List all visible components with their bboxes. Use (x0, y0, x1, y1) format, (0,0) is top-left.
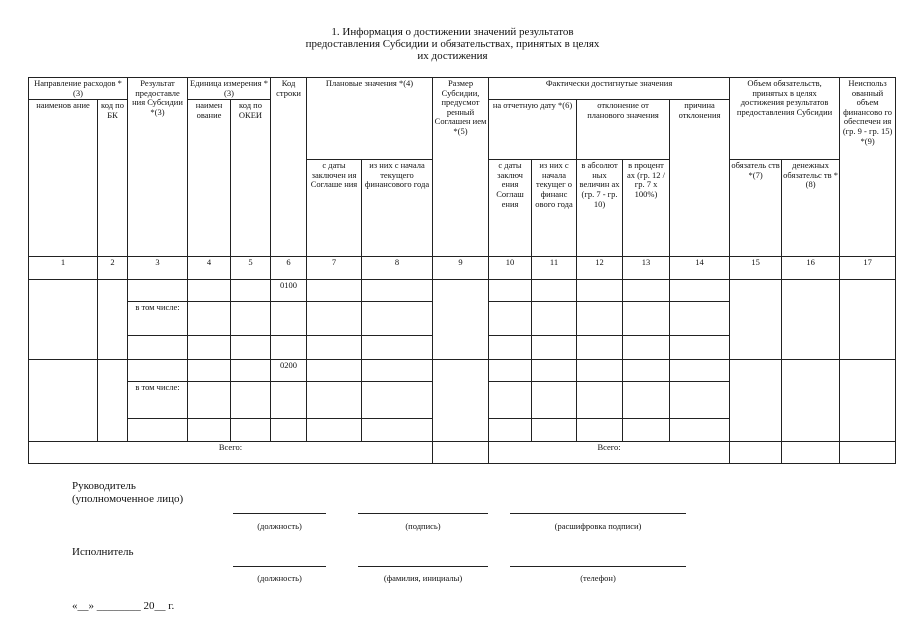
column-number: 11 (532, 257, 577, 280)
cell[interactable] (188, 280, 231, 302)
caption-position-2: (должность) (257, 573, 302, 583)
column-number: 5 (231, 257, 271, 280)
signature-line[interactable] (358, 513, 488, 514)
column-number: 2 (98, 257, 128, 280)
cell[interactable] (532, 419, 577, 442)
column-number-row (29, 257, 896, 280)
cell[interactable] (231, 360, 271, 382)
column-number: 13 (623, 257, 670, 280)
cell[interactable] (532, 336, 577, 360)
including-label: в том числе: (128, 382, 188, 419)
results-table (28, 77, 896, 464)
cell[interactable] (231, 336, 271, 360)
cell[interactable] (670, 302, 730, 336)
cell[interactable] (188, 336, 231, 360)
cell[interactable] (362, 360, 433, 382)
cell[interactable] (188, 419, 231, 442)
cell[interactable] (782, 360, 840, 442)
executor-phone-line[interactable] (510, 566, 686, 567)
title-line-3: их достижения (417, 50, 488, 62)
total-money-cell[interactable] (782, 442, 840, 464)
executor-position-line[interactable] (233, 566, 326, 567)
header-unit-name: наимен ование (188, 100, 231, 257)
header-unused: Неиспольз ованный объем финансово го обеспечен ия (гр. 9 - гр. 15) *(9) (840, 78, 896, 257)
cell[interactable] (433, 280, 489, 360)
cell[interactable] (489, 419, 532, 442)
form-title (0, 26, 905, 62)
cell[interactable] (307, 382, 362, 419)
total-unused-cell[interactable] (840, 442, 896, 464)
cell[interactable] (489, 280, 532, 302)
cell[interactable] (128, 360, 188, 382)
cell[interactable] (231, 280, 271, 302)
header-plan: Плановые значения *(4) (307, 78, 433, 160)
column-number: 15 (730, 257, 782, 280)
cell[interactable] (98, 280, 128, 360)
row-code: 0200 (271, 360, 307, 382)
title-line-1: 1. Информация о достижении значений результатов (331, 26, 574, 38)
cell[interactable] (782, 280, 840, 360)
cell[interactable] (231, 302, 271, 336)
signature-decode-line[interactable] (510, 513, 686, 514)
header-direction: Направление расходов *(3) (29, 78, 128, 100)
cell[interactable] (840, 280, 896, 360)
cell[interactable] (532, 302, 577, 336)
cell[interactable] (730, 360, 782, 442)
cell[interactable] (532, 360, 577, 382)
cell[interactable] (307, 302, 362, 336)
caption-name: (фамилия, инициалы) (383, 573, 463, 583)
total-row (29, 442, 896, 464)
cell[interactable] (489, 360, 532, 382)
header-actual-current-year: из них с начала текущег о финанс ового года (532, 160, 577, 257)
cell[interactable] (623, 382, 670, 419)
cell[interactable] (307, 280, 362, 302)
cell[interactable] (128, 336, 188, 360)
cell[interactable] (577, 302, 623, 336)
cell[interactable] (670, 360, 730, 382)
title-line-2: предоставления Субсидии и обязательствах, принятых в целях (305, 38, 600, 50)
cell[interactable] (128, 280, 188, 302)
column-number: 10 (489, 257, 532, 280)
cell[interactable] (623, 280, 670, 302)
column-number: 16 (782, 257, 840, 280)
cell[interactable] (128, 419, 188, 442)
header-deviation-pct: в процент ах (гр. 12 / гр. 7 x 100%) (623, 160, 670, 257)
cell[interactable] (433, 360, 489, 442)
column-number: 6 (271, 257, 307, 280)
caption-signature-decode: (расшифровка подписи) (554, 521, 642, 531)
cell[interactable] (532, 382, 577, 419)
caption-signature: (подпись) (405, 521, 441, 531)
executor-label: Исполнитель (72, 546, 134, 558)
cell[interactable] (271, 382, 307, 419)
caption-position: (должность) (257, 521, 302, 531)
column-number: 1 (29, 257, 98, 280)
cell[interactable] (670, 382, 730, 419)
head-line-1: Руководитель (72, 480, 136, 492)
column-number: 3 (128, 257, 188, 280)
column-number: 8 (362, 257, 433, 280)
total-label: Всего: (29, 442, 433, 464)
header-deviation-abs: в абсолют ных величин ах (гр. 7 - гр. 10) (577, 160, 623, 257)
header-actual-from-date: с даты заключ ения Соглаш ения (489, 160, 532, 257)
cell[interactable] (307, 419, 362, 442)
cell[interactable] (362, 336, 433, 360)
cell[interactable] (840, 360, 896, 442)
cell[interactable] (670, 280, 730, 302)
header-actual: Фактически достигнутые значения (489, 78, 730, 100)
header-reporting-date: на отчетную дату *(6) (489, 100, 577, 160)
column-number: 7 (307, 257, 362, 280)
cell[interactable] (623, 419, 670, 442)
total-label: Всего: (489, 442, 730, 464)
cell[interactable] (577, 382, 623, 419)
cell[interactable] (271, 302, 307, 336)
header-unit: Единица измерения *(3) (188, 78, 271, 100)
header-result: Результат предоставле ния Субсидии *(3) (128, 78, 188, 257)
cell[interactable] (577, 280, 623, 302)
header-obligations-count: обязатель ств *(7) (730, 160, 782, 257)
column-number: 17 (840, 257, 896, 280)
header-direction-name: наименов ание (29, 100, 98, 257)
cell[interactable] (670, 336, 730, 360)
total-obligations-cell[interactable] (730, 442, 782, 464)
cell[interactable] (577, 360, 623, 382)
date-field[interactable]: «__» ________ 20__ г. (72, 600, 175, 612)
caption-phone: (телефон) (580, 573, 616, 583)
cell[interactable] (98, 360, 128, 442)
including-label: в том числе: (128, 302, 188, 336)
header-plan-from-date: с даты заключен ия Соглаше ния (307, 160, 362, 257)
cell[interactable] (231, 419, 271, 442)
header-subsidy-size: Размер Субсидии, предусмот ренный Соглашен ием *(5) (433, 78, 489, 257)
cell[interactable] (362, 419, 433, 442)
cell[interactable] (188, 360, 231, 382)
header-obligations: Объем обязательств, принятых в целях достижения результатов предоставления Субсидии (730, 78, 840, 160)
header-deviation: отклонение от планового значения (577, 100, 670, 160)
header-row-code: Код строки (271, 78, 307, 257)
cell[interactable] (188, 382, 231, 419)
cell[interactable] (188, 302, 231, 336)
cell[interactable] (532, 280, 577, 302)
header-obligations-money: денежных обязательс тв *(8) (782, 160, 840, 257)
cell[interactable] (362, 302, 433, 336)
cell[interactable] (307, 360, 362, 382)
cell[interactable] (489, 302, 532, 336)
row-code: 0100 (271, 280, 307, 302)
column-number: 9 (433, 257, 489, 280)
cell[interactable] (577, 419, 623, 442)
total-subsidy-cell[interactable] (433, 442, 489, 464)
cell[interactable] (577, 336, 623, 360)
cell[interactable] (29, 360, 98, 442)
header-plan-current-year: из них с начала текущего финансового года (362, 160, 433, 257)
cell[interactable] (730, 280, 782, 360)
cell[interactable] (271, 336, 307, 360)
cell[interactable] (623, 336, 670, 360)
cell[interactable] (670, 419, 730, 442)
cell[interactable] (489, 336, 532, 360)
column-number: 14 (670, 257, 730, 280)
header-direction-code: код по БК (98, 100, 128, 257)
table-row (29, 360, 896, 382)
executor-name-line[interactable] (358, 566, 488, 567)
position-line[interactable] (233, 513, 326, 514)
header-unit-okei: код по ОКЕИ (231, 100, 271, 257)
column-number: 12 (577, 257, 623, 280)
cell[interactable] (489, 382, 532, 419)
table-row (29, 280, 896, 302)
column-number: 4 (188, 257, 231, 280)
cell[interactable] (271, 419, 307, 442)
head-label (72, 480, 183, 506)
header-deviation-reason: причина отклонения (670, 100, 730, 257)
cell[interactable] (29, 280, 98, 360)
cell[interactable] (362, 280, 433, 302)
cell[interactable] (231, 382, 271, 419)
cell[interactable] (623, 360, 670, 382)
head-line-2: (уполномоченное лицо) (72, 493, 184, 505)
cell[interactable] (362, 382, 433, 419)
cell[interactable] (307, 336, 362, 360)
cell[interactable] (623, 302, 670, 336)
